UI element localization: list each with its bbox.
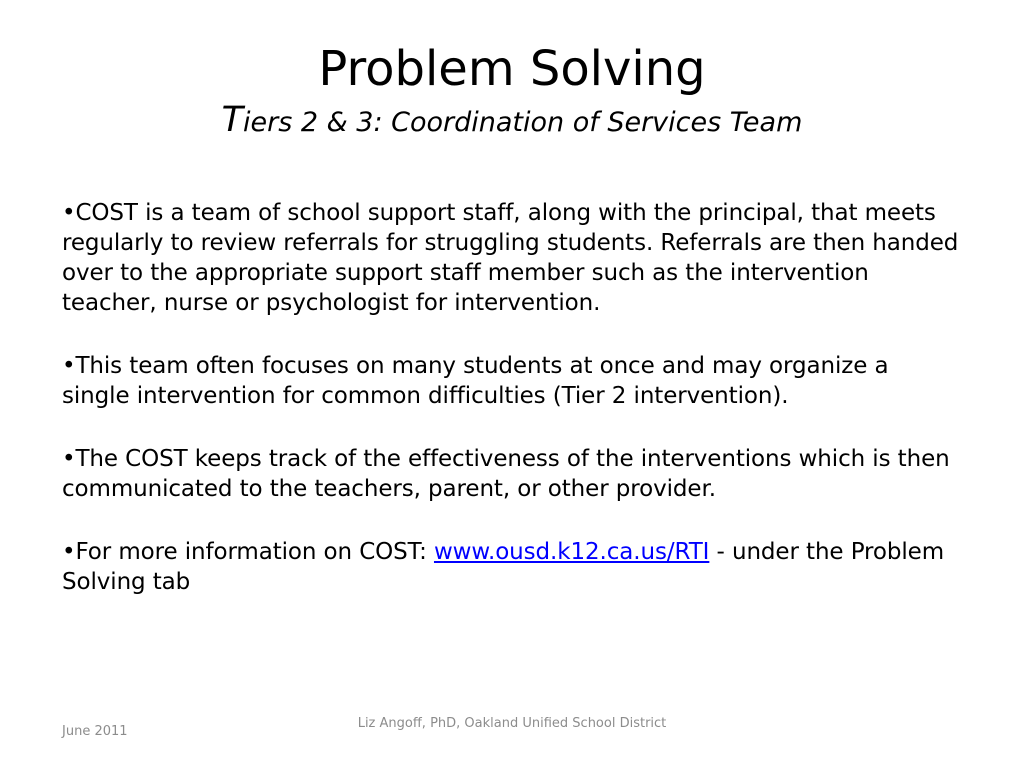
rti-website-link[interactable]: www.ousd.k12.ca.us/RTI: [433, 539, 710, 565]
bullet-text-before-link: For more information on COST:: [75, 539, 434, 565]
bullet-item-more-info: [62, 537, 962, 597]
bullet-marker: •: [62, 200, 76, 226]
bullet-text-after-link: - under the Problem Solving tab: [62, 539, 945, 595]
slide-title: Problem Solving: [318, 41, 706, 97]
subtitle-rest: iers 2 & 3: Coordination of Services Team: [243, 107, 803, 138]
title-block: [60, 38, 964, 143]
bullet-item-team-focus: [62, 351, 962, 411]
bullet-text: COST is a team of school support staff, along with the principal, that meets regularly to review referrals for struggling students. Referrals are then handed over to the appropriate support staff member such as the intervention teacher, nurse or psychologist for intervention.: [62, 200, 959, 316]
slide-subtitle: [60, 100, 964, 143]
footer-author: Liz Angoff, PhD, Oakland Unified School District: [357, 716, 667, 731]
bullet-marker: •: [62, 446, 76, 472]
bullet-marker: •: [62, 353, 76, 379]
bullet-text: The COST keeps track of the effectiveness of the interventions which is then communicated to the teachers, parent, or other provider.: [62, 446, 950, 502]
bullet-text: This team often focuses on many students at once and may organize a single intervention for common difficulties (Tier 2 intervention).: [62, 353, 889, 409]
bullet-item-tracking: [62, 444, 962, 504]
bullet-item-cost-definition: [62, 198, 962, 318]
footer-date: June 2011: [62, 724, 128, 739]
bullet-list: [62, 198, 962, 630]
subtitle-first-letter: T: [221, 100, 243, 140]
bullet-marker: •: [62, 539, 76, 565]
